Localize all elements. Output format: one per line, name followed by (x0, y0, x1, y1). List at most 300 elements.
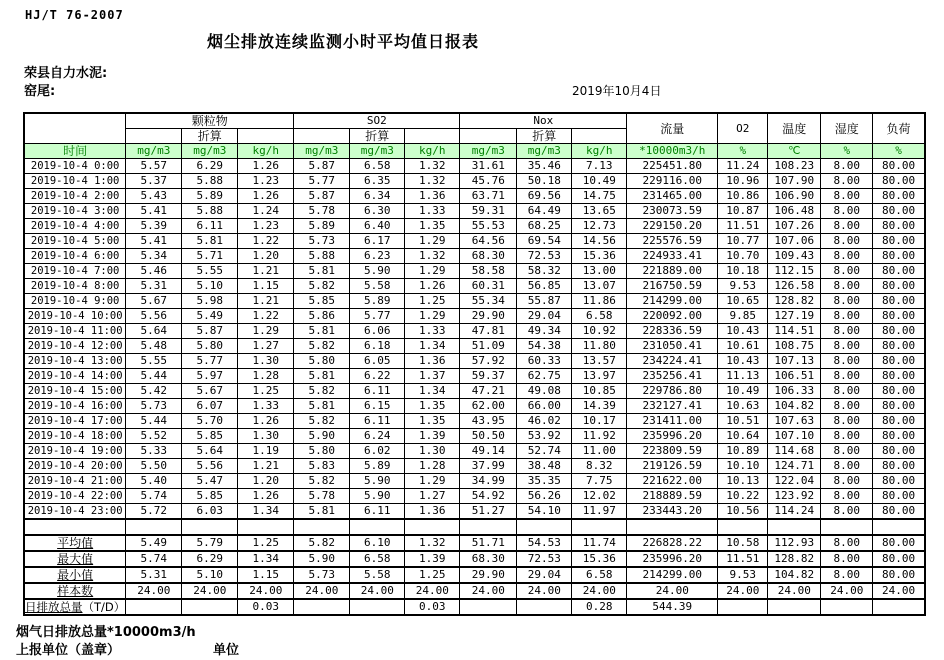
value-cell: 226828.22 (627, 535, 718, 551)
value-cell: 229786.80 (627, 384, 718, 399)
value-cell (873, 599, 925, 615)
value-cell: 80.00 (873, 414, 925, 429)
page-title: 烟尘排放连续监测小时平均值日报表 (207, 32, 480, 51)
value-cell: 80.00 (873, 535, 925, 551)
value-cell: 49.34 (517, 324, 572, 339)
time-cell: 2019-10-4 7:00 (24, 264, 126, 279)
value-cell: 5.88 (182, 204, 238, 219)
value-cell: 231465.00 (627, 189, 718, 204)
header-units-row (24, 144, 925, 159)
value-cell: 8.00 (821, 354, 873, 369)
empty-cell (182, 519, 238, 535)
summary-label-cell: 样本数 (24, 583, 126, 599)
value-cell: 11.00 (572, 444, 627, 459)
value-cell: 106.33 (768, 384, 821, 399)
value-cell: 1.26 (238, 159, 294, 174)
value-cell (350, 599, 405, 615)
value-cell: 5.52 (126, 429, 182, 444)
value-cell: 5.48 (126, 339, 182, 354)
value-cell: 0.03 (405, 599, 460, 615)
value-cell: 10.89 (718, 444, 768, 459)
value-cell: 8.00 (821, 279, 873, 294)
value-cell: 5.77 (350, 309, 405, 324)
value-cell: 5.55 (126, 354, 182, 369)
value-cell: 24.00 (460, 583, 517, 599)
empty-cell (24, 519, 126, 535)
value-cell: 219126.59 (627, 459, 718, 474)
unit-cell: kg/h (238, 144, 294, 159)
unit-cell: mg/m3 (294, 144, 350, 159)
table-row (24, 309, 925, 324)
value-cell: 0.28 (572, 599, 627, 615)
value-cell: 54.92 (460, 489, 517, 504)
value-cell: 31.61 (460, 159, 517, 174)
value-cell: 221622.00 (627, 474, 718, 489)
value-cell (294, 599, 350, 615)
value-cell: 80.00 (873, 219, 925, 234)
value-cell: 0.03 (238, 599, 294, 615)
value-cell: 6.58 (350, 551, 405, 567)
value-cell: 235996.20 (627, 429, 718, 444)
value-cell: 1.25 (405, 567, 460, 583)
table-body (24, 159, 925, 520)
time-cell: 2019-10-4 11:00 (24, 324, 126, 339)
value-cell: 6.29 (182, 159, 238, 174)
value-cell: 5.74 (126, 489, 182, 504)
value-cell: 24.00 (182, 583, 238, 599)
unit-cell: % (821, 144, 873, 159)
value-cell: 108.23 (768, 159, 821, 174)
value-cell: 24.00 (718, 583, 768, 599)
value-cell: 24.00 (572, 583, 627, 599)
daily-total-label: 日排放总量（T/D） (25, 600, 126, 614)
value-cell: 11.51 (718, 551, 768, 567)
value-cell: 11.13 (718, 369, 768, 384)
value-cell: 5.90 (294, 429, 350, 444)
table-row (24, 444, 925, 459)
unit-cell: kg/h (405, 144, 460, 159)
value-cell: 80.00 (873, 474, 925, 489)
value-cell: 107.26 (768, 219, 821, 234)
value-cell: 1.29 (238, 324, 294, 339)
value-cell: 9.53 (718, 279, 768, 294)
value-cell: 107.90 (768, 174, 821, 189)
value-cell: 1.28 (238, 369, 294, 384)
value-cell: 8.00 (821, 219, 873, 234)
value-cell: 5.89 (350, 294, 405, 309)
value-cell: 8.00 (821, 309, 873, 324)
value-cell: 225451.80 (627, 159, 718, 174)
empty-cell (238, 519, 294, 535)
value-cell: 58.58 (460, 264, 517, 279)
value-cell: 5.90 (350, 474, 405, 489)
value-cell: 5.85 (182, 429, 238, 444)
header-load: 负荷 (873, 113, 925, 144)
table-row (24, 174, 925, 189)
value-cell: 5.42 (126, 384, 182, 399)
value-cell: 1.23 (238, 174, 294, 189)
value-cell: 6.29 (182, 551, 238, 567)
value-cell: 62.75 (517, 369, 572, 384)
value-cell: 29.04 (517, 567, 572, 583)
value-cell: 10.92 (572, 324, 627, 339)
value-cell: 6.11 (350, 504, 405, 520)
value-cell: 5.90 (350, 489, 405, 504)
value-cell: 64.49 (517, 204, 572, 219)
table-row (24, 414, 925, 429)
empty-cell (350, 519, 405, 535)
value-cell: 5.47 (182, 474, 238, 489)
value-cell: 68.25 (517, 219, 572, 234)
unit-cell: *10000m3/h (627, 144, 718, 159)
value-cell: 1.33 (405, 324, 460, 339)
value-cell: 80.00 (873, 339, 925, 354)
time-cell: 2019-10-4 19:00 (24, 444, 126, 459)
time-cell: 2019-10-4 14:00 (24, 369, 126, 384)
value-cell: 230073.59 (627, 204, 718, 219)
time-cell: 2019-10-4 5:00 (24, 234, 126, 249)
value-cell: 1.33 (238, 399, 294, 414)
value-cell: 1.34 (238, 504, 294, 520)
value-cell: 5.81 (294, 369, 350, 384)
value-cell: 24.00 (768, 583, 821, 599)
value-cell: 24.00 (873, 583, 925, 599)
value-cell: 5.80 (294, 354, 350, 369)
value-cell: 10.63 (718, 399, 768, 414)
value-cell: 126.58 (768, 279, 821, 294)
value-cell: 5.46 (126, 264, 182, 279)
value-cell: 5.77 (294, 174, 350, 189)
value-cell: 114.51 (768, 324, 821, 339)
value-cell: 5.88 (294, 249, 350, 264)
empty-cell (517, 519, 572, 535)
time-cell: 2019-10-4 20:00 (24, 459, 126, 474)
value-cell: 5.44 (126, 414, 182, 429)
table-row (24, 279, 925, 294)
empty-cell (627, 519, 718, 535)
value-cell: 8.00 (821, 294, 873, 309)
time-column-header: 时间 (24, 144, 126, 159)
value-cell: 106.51 (768, 369, 821, 384)
value-cell: 6.22 (350, 369, 405, 384)
value-cell: 108.75 (768, 339, 821, 354)
value-cell: 5.82 (294, 384, 350, 399)
value-cell: 49.08 (517, 384, 572, 399)
value-cell: 235996.20 (627, 551, 718, 567)
value-cell: 6.40 (350, 219, 405, 234)
value-cell: 55.87 (517, 294, 572, 309)
value-cell: 69.54 (517, 234, 572, 249)
value-cell: 6.10 (350, 535, 405, 551)
value-cell: 228336.59 (627, 324, 718, 339)
value-cell: 29.90 (460, 309, 517, 324)
value-cell: 1.30 (238, 429, 294, 444)
value-cell: 1.35 (405, 219, 460, 234)
value-cell: 224933.41 (627, 249, 718, 264)
value-cell: 1.21 (238, 294, 294, 309)
value-cell: 5.81 (294, 324, 350, 339)
value-cell: 8.00 (821, 551, 873, 567)
value-cell: 14.75 (572, 189, 627, 204)
value-cell: 109.43 (768, 249, 821, 264)
value-cell: 231050.41 (627, 339, 718, 354)
value-cell: 8.00 (821, 249, 873, 264)
value-cell (517, 599, 572, 615)
value-cell: 8.00 (821, 189, 873, 204)
value-cell: 8.32 (572, 459, 627, 474)
value-cell: 5.56 (182, 459, 238, 474)
table-row (24, 354, 925, 369)
value-cell: 45.76 (460, 174, 517, 189)
value-cell: 1.25 (405, 294, 460, 309)
unit-cell: % (718, 144, 768, 159)
value-cell: 24.00 (627, 583, 718, 599)
value-cell: 1.29 (405, 234, 460, 249)
time-cell: 2019-10-4 15:00 (24, 384, 126, 399)
value-cell: 80.00 (873, 174, 925, 189)
time-cell: 2019-10-4 1:00 (24, 174, 126, 189)
value-cell: 10.64 (718, 429, 768, 444)
value-cell: 1.23 (238, 219, 294, 234)
value-cell: 5.31 (126, 279, 182, 294)
report-date: 2019年10月4日 (572, 84, 662, 98)
value-cell: 56.26 (517, 489, 572, 504)
table-row (24, 324, 925, 339)
value-cell: 59.37 (460, 369, 517, 384)
value-cell: 10.51 (718, 414, 768, 429)
time-cell: 2019-10-4 6:00 (24, 249, 126, 264)
time-cell: 2019-10-4 21:00 (24, 474, 126, 489)
value-cell: 64.56 (460, 234, 517, 249)
value-cell: 8.00 (821, 204, 873, 219)
unit-cell: mg/m3 (517, 144, 572, 159)
value-cell: 6.35 (350, 174, 405, 189)
value-cell: 8.00 (821, 369, 873, 384)
value-cell: 5.90 (350, 264, 405, 279)
value-cell: 1.22 (238, 234, 294, 249)
value-cell: 14.39 (572, 399, 627, 414)
table-row (24, 384, 925, 399)
value-cell: 6.15 (350, 399, 405, 414)
value-cell: 5.87 (182, 324, 238, 339)
value-cell: 34.99 (460, 474, 517, 489)
value-cell: 12.73 (572, 219, 627, 234)
value-cell: 544.39 (627, 599, 718, 615)
value-cell: 216750.59 (627, 279, 718, 294)
empty-cell (718, 519, 768, 535)
header-group-nox: Nox (460, 113, 627, 129)
value-cell: 6.58 (572, 309, 627, 324)
value-cell: 5.78 (294, 489, 350, 504)
value-cell: 10.49 (718, 384, 768, 399)
value-cell: 223809.59 (627, 444, 718, 459)
value-cell: 1.39 (405, 429, 460, 444)
value-cell: 62.00 (460, 399, 517, 414)
value-cell: 5.55 (182, 264, 238, 279)
value-cell: 5.88 (182, 174, 238, 189)
table-header (24, 113, 925, 159)
value-cell: 50.50 (460, 429, 517, 444)
summary-body (24, 519, 925, 615)
value-cell: 80.00 (873, 489, 925, 504)
value-cell: 10.85 (572, 384, 627, 399)
unit-cell: % (873, 144, 925, 159)
value-cell: 6.30 (350, 204, 405, 219)
value-cell: 122.04 (768, 474, 821, 489)
header-empty-cell (572, 129, 627, 144)
time-cell: 2019-10-4 4:00 (24, 219, 126, 234)
empty-cell (572, 519, 627, 535)
value-cell: 1.24 (238, 204, 294, 219)
value-cell: 8.00 (821, 384, 873, 399)
table-row (24, 399, 925, 414)
value-cell: 6.11 (350, 384, 405, 399)
value-cell: 5.89 (350, 459, 405, 474)
value-cell: 5.33 (126, 444, 182, 459)
value-cell: 114.68 (768, 444, 821, 459)
empty-cell (294, 519, 350, 535)
value-cell: 6.11 (350, 414, 405, 429)
value-cell: 59.31 (460, 204, 517, 219)
value-cell: 11.74 (572, 535, 627, 551)
value-cell: 5.74 (126, 551, 182, 567)
value-cell: 5.67 (182, 384, 238, 399)
unit-cell: mg/m3 (350, 144, 405, 159)
value-cell: 10.22 (718, 489, 768, 504)
value-cell: 80.00 (873, 189, 925, 204)
value-cell: 5.49 (126, 535, 182, 551)
value-cell: 214299.00 (627, 294, 718, 309)
value-cell: 6.02 (350, 444, 405, 459)
value-cell: 15.36 (572, 249, 627, 264)
value-cell: 1.15 (238, 567, 294, 583)
value-cell: 24.00 (350, 583, 405, 599)
value-cell: 8.00 (821, 339, 873, 354)
table-row (24, 504, 925, 520)
standard-code: HJ/T 76-2007 (25, 8, 124, 22)
value-cell: 1.29 (405, 474, 460, 489)
value-cell: 5.71 (182, 249, 238, 264)
value-cell: 14.56 (572, 234, 627, 249)
value-cell: 1.37 (405, 369, 460, 384)
value-cell: 1.35 (405, 399, 460, 414)
value-cell: 5.57 (126, 159, 182, 174)
unit-cell: mg/m3 (182, 144, 238, 159)
value-cell: 1.21 (238, 264, 294, 279)
header-temperature: 温度 (768, 113, 821, 144)
value-cell: 5.82 (294, 535, 350, 551)
value-cell: 5.82 (294, 339, 350, 354)
value-cell: 1.36 (405, 189, 460, 204)
time-cell: 2019-10-4 13:00 (24, 354, 126, 369)
value-cell: 107.13 (768, 354, 821, 369)
value-cell: 1.32 (405, 535, 460, 551)
value-cell: 8.00 (821, 414, 873, 429)
value-cell: 5.89 (182, 189, 238, 204)
value-cell: 5.64 (126, 324, 182, 339)
value-cell: 51.27 (460, 504, 517, 520)
value-cell: 5.85 (294, 294, 350, 309)
value-cell: 80.00 (873, 567, 925, 583)
value-cell: 1.27 (238, 339, 294, 354)
header-empty-cell (405, 129, 460, 144)
value-cell: 106.48 (768, 204, 821, 219)
value-cell: 80.00 (873, 249, 925, 264)
site-name: 窑尾: (24, 84, 56, 99)
value-cell: 80.00 (873, 384, 925, 399)
value-cell: 225576.59 (627, 234, 718, 249)
value-cell: 1.35 (405, 414, 460, 429)
value-cell (460, 599, 517, 615)
value-cell: 57.92 (460, 354, 517, 369)
value-cell: 38.48 (517, 459, 572, 474)
table-row (24, 219, 925, 234)
empty-cell (768, 519, 821, 535)
value-cell: 5.81 (294, 399, 350, 414)
value-cell (768, 599, 821, 615)
value-cell: 54.38 (517, 339, 572, 354)
header-group-particulate: 颗粒物 (126, 113, 294, 129)
value-cell: 6.24 (350, 429, 405, 444)
value-cell: 12.02 (572, 489, 627, 504)
value-cell: 13.00 (572, 264, 627, 279)
value-cell: 10.58 (718, 535, 768, 551)
value-cell: 11.97 (572, 504, 627, 520)
value-cell: 11.51 (718, 219, 768, 234)
summary-row (24, 535, 925, 551)
table-row (24, 159, 925, 174)
value-cell: 235256.41 (627, 369, 718, 384)
value-cell: 114.24 (768, 504, 821, 520)
value-cell: 10.17 (572, 414, 627, 429)
header-empty-cell (24, 113, 126, 144)
value-cell (718, 599, 768, 615)
header-empty-cell (126, 129, 182, 144)
summary-row (24, 567, 925, 583)
value-cell: 1.34 (238, 551, 294, 567)
value-cell: 5.83 (294, 459, 350, 474)
empty-cell (873, 519, 925, 535)
value-cell (821, 599, 873, 615)
header-group-row (24, 113, 925, 129)
time-cell: 2019-10-4 23:00 (24, 504, 126, 520)
value-cell: 5.43 (126, 189, 182, 204)
value-cell: 5.72 (126, 504, 182, 520)
table-row (24, 189, 925, 204)
table-row (24, 429, 925, 444)
table-row (24, 474, 925, 489)
empty-cell (821, 519, 873, 535)
value-cell: 5.81 (294, 504, 350, 520)
value-cell: 6.34 (350, 189, 405, 204)
value-cell: 5.10 (182, 279, 238, 294)
value-cell: 1.36 (405, 504, 460, 520)
value-cell: 52.74 (517, 444, 572, 459)
value-cell: 5.73 (294, 234, 350, 249)
value-cell: 221889.00 (627, 264, 718, 279)
value-cell: 6.58 (350, 159, 405, 174)
value-cell: 24.00 (238, 583, 294, 599)
value-cell: 60.33 (517, 354, 572, 369)
value-cell: 5.58 (350, 279, 405, 294)
value-cell: 8.00 (821, 444, 873, 459)
summary-row (24, 583, 925, 599)
empty-cell (126, 519, 182, 535)
value-cell: 107.06 (768, 234, 821, 249)
time-cell: 2019-10-4 18:00 (24, 429, 126, 444)
header-flow: 流量 (627, 113, 718, 144)
value-cell: 214299.00 (627, 567, 718, 583)
